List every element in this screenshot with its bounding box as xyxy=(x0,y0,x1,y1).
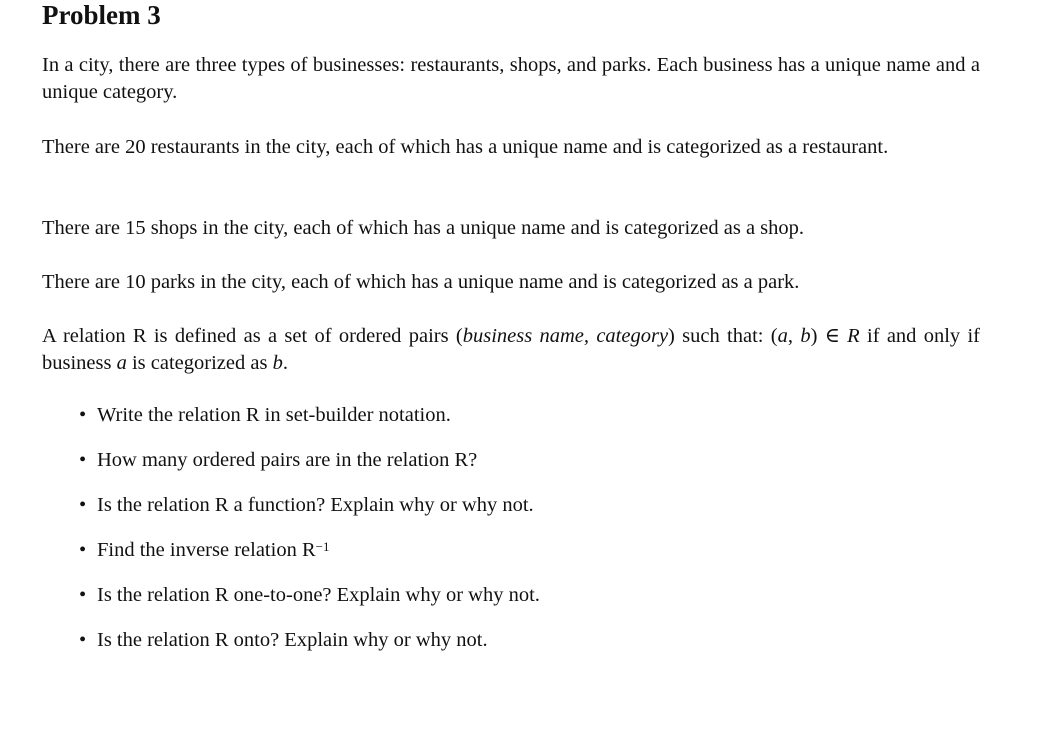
bullet-icon: • xyxy=(79,539,87,561)
intro-paragraph: In a city, there are three types of businesses: restaurants, shops, and parks. Each business has a unique name and a unique category. xyxy=(42,54,980,103)
math: a xyxy=(116,352,127,374)
bullet-icon: • xyxy=(79,494,87,516)
math: R xyxy=(847,325,860,347)
text: . xyxy=(282,352,288,374)
question-item xyxy=(42,627,540,672)
question-text: Find the inverse relation R xyxy=(97,539,316,561)
question-item xyxy=(42,447,540,492)
bullet-icon: • xyxy=(79,584,87,606)
math: b xyxy=(800,325,811,347)
question-list xyxy=(42,402,540,672)
text: ) such that: ( xyxy=(668,325,778,347)
question-text: Is the relation R a function? Explain why or why not. xyxy=(97,494,534,516)
restaurants-paragraph: There are 20 restaurants in the city, each of which has a unique name and is categorized as a restaurant. xyxy=(42,136,889,158)
text: A relation R is defined as a set of ordered pairs ( xyxy=(42,325,463,347)
text: , xyxy=(787,325,801,347)
text: ) ∈ xyxy=(810,325,848,347)
math: b xyxy=(272,352,283,374)
question-item xyxy=(42,582,540,627)
text: if and only if business xyxy=(42,325,980,374)
shops-paragraph: There are 15 shops in the city, each of which has a unique name and is categorized as a shop. xyxy=(42,217,805,239)
bullet-icon: • xyxy=(79,449,87,471)
relation-definition xyxy=(42,323,980,377)
text: is categorized as xyxy=(126,352,273,374)
question-item xyxy=(42,492,540,537)
bullet-icon: • xyxy=(79,629,87,651)
question-item xyxy=(42,402,540,447)
math: business name, category xyxy=(462,325,669,347)
question-text: How many ordered pairs are in the relation R? xyxy=(97,449,478,471)
question-text: Is the relation R one-to-one? Explain why or why not. xyxy=(97,584,540,606)
bullet-icon: • xyxy=(79,404,87,426)
superscript: −1 xyxy=(315,539,330,554)
question-text: Write the relation R in set-builder notation. xyxy=(97,404,451,426)
parks-paragraph: There are 10 parks in the city, each of which has a unique name and is categorized as a park. xyxy=(42,271,800,293)
problem-title: Problem 3 xyxy=(42,0,161,30)
question-item xyxy=(42,537,540,582)
math: a xyxy=(777,325,788,347)
question-text: Is the relation R onto? Explain why or why not. xyxy=(97,629,488,651)
